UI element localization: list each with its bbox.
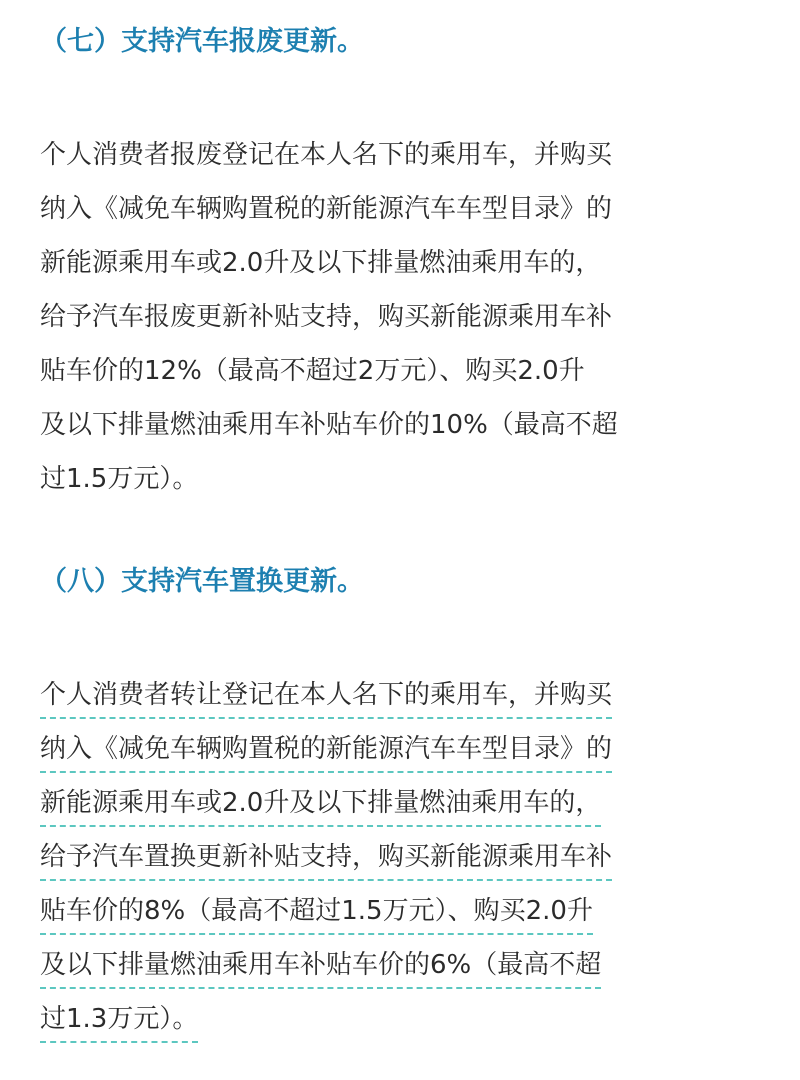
paragraph-line: [40, 992, 770, 1046]
paragraph-line: [40, 668, 770, 722]
paragraph-line: [40, 830, 770, 884]
underlined-line-text: 纳入《减免车辆购置税的新能源汽车车型目录》的: [40, 727, 612, 773]
line-text: 过1.5万元）。: [40, 464, 199, 494]
paragraph-line: [40, 452, 770, 506]
paragraph-line: [40, 722, 770, 776]
section-7-paragraph: [40, 128, 770, 506]
underlined-line-text: 及以下排量燃油乘用车补贴车价的6%（最高不超: [40, 943, 601, 989]
paragraph-line: [40, 398, 770, 452]
paragraph-line: [40, 128, 770, 182]
paragraph-line: [40, 776, 770, 830]
paragraph-line: [40, 344, 770, 398]
section-8-paragraph: [40, 668, 770, 1046]
paragraph-line: [40, 182, 770, 236]
paragraph-line: [40, 290, 770, 344]
underlined-line-text: 给予汽车置换更新补贴支持，购买新能源乘用车补: [40, 835, 612, 881]
line-text: 新能源乘用车或2.0升及以下排量燃油乘用车的，: [40, 248, 602, 278]
line-text: 贴车价的12%（最高不超过2万元）、购买2.0升: [40, 356, 585, 386]
underlined-line-text: 个人消费者转让登记在本人名下的乘用车，并购买: [40, 673, 612, 719]
underlined-line-text: 贴车价的8%（最高不超过1.5万元）、购买2.0升: [40, 889, 593, 935]
paragraph-line: [40, 236, 770, 290]
section-8-heading: （八）支持汽车置换更新。: [40, 566, 364, 597]
line-text: 个人消费者报废登记在本人名下的乘用车，并购买: [40, 140, 613, 170]
underlined-line-text: 过1.3万元）。: [40, 997, 198, 1043]
paragraph-line: [40, 884, 770, 938]
line-text: 纳入《减免车辆购置税的新能源汽车车型目录》的: [40, 194, 613, 224]
line-text: 给予汽车报废更新补贴支持，购买新能源乘用车补: [40, 302, 613, 332]
section-7-heading: （七）支持汽车报废更新。: [40, 26, 364, 57]
paragraph-line: [40, 938, 770, 992]
line-text: 及以下排量燃油乘用车补贴车价的10%（最高不超: [40, 410, 618, 440]
underlined-line-text: 新能源乘用车或2.0升及以下排量燃油乘用车的，: [40, 781, 601, 827]
